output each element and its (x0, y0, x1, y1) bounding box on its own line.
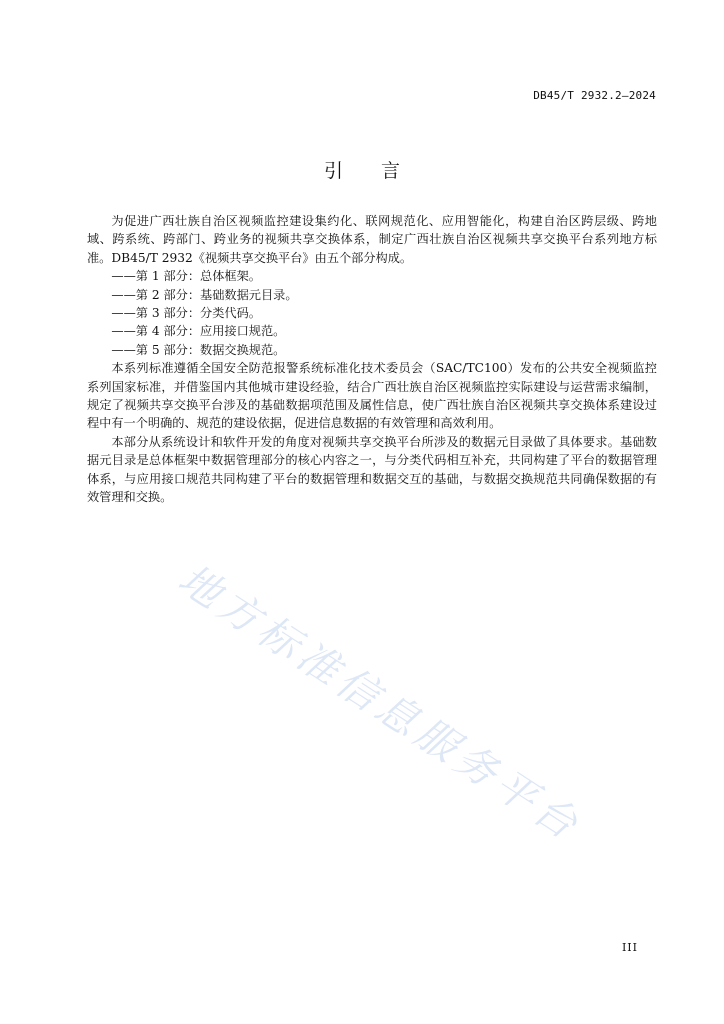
watermark: 地方标准信息服务平台 (169, 554, 591, 852)
list-item: ——第 5 部分：数据交换规范。 (111, 342, 286, 357)
list-item: ——第 4 部分：应用接口规范。 (111, 324, 286, 339)
standards-paragraph: 本系列标准遵循全国安全防范报警系统标准化技术委员会（SAC/TC100）发布的公共安全视频监控系列国家标准，并借鉴国内其他城市建设经验，结合广西壮族自治区视频监控实际建设与运营需求编制，规定了视频共享交换平台涉及的基础数据项范围及属性信息，使广西壮族自治区视频共享交换体系建设过程中有一个明确的、规范的建设依据，促进信息数据的有效管理和高效利用。 (87, 361, 657, 431)
document-code: DB45/T 2932.2—2024 (533, 89, 656, 102)
scope-paragraph: 本部分从系统设计和软件开发的角度对视频共享交换平台所涉及的数据元目录做了具体要求。基础数据元目录是总体框架中数据管理部分的核心内容之一，与分类代码相互补充，共同构建了平台的数据管理体系，与应用接口规范共同构建了平台的数据管理和数据交互的基础，与数据交换规范共同确保数据的有效管理和交换。 (87, 434, 657, 505)
list-item: ——第 2 部分：基础数据元目录。 (111, 287, 298, 302)
page-title: 引言 (323, 160, 438, 182)
list-item: ——第 3 部分：分类代码。 (111, 306, 261, 321)
page-number: III (621, 941, 638, 954)
body-text (87, 212, 657, 507)
intro-paragraph: 为促进广西壮族自治区视频监控建设集约化、联网规范化、应用智能化，构建自治区跨层级、跨地域、跨系统、跨部门、跨业务的视频共享交换体系，制定广西壮族自治区视频共享交换平台系列地方标准。DB45/T 2932《视频共享交换平台》由五个部分构成。 (87, 214, 657, 265)
list-item: ——第 1 部分：总体框架。 (111, 269, 261, 284)
